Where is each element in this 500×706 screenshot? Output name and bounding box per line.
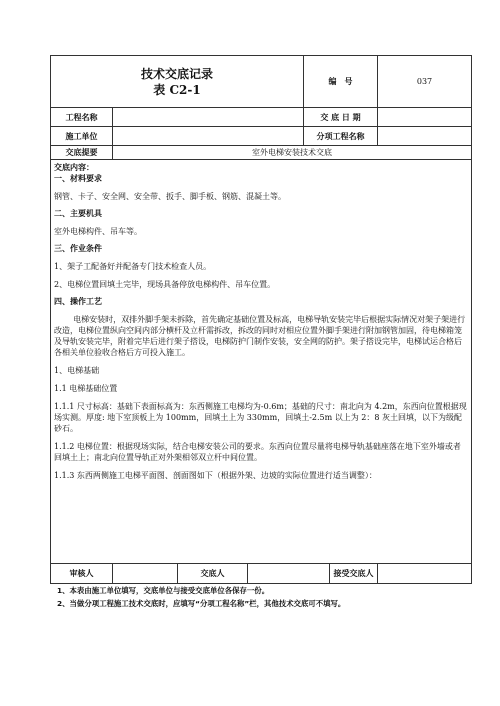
section-materials-title: 一、材料要求 <box>54 173 102 183</box>
discloser-label: 交底人 <box>178 564 248 584</box>
subsection-foundation: 1、电梯基础 <box>54 366 100 375</box>
reviewer-value[interactable] <box>113 564 178 584</box>
construction-unit-value[interactable] <box>113 127 304 146</box>
process-paragraph: 电梯安装时，双排外脚手架未拆除，首先确定基础位置及标高，电梯导轨安装完毕后根据实际情况对架子架进行改造，电梯位置纵向空间内部分横杆及立杆需拆改，拆改的同时对相应位置外脚手架进行附加钢管加固，待电梯箱笼及导轨安装完毕，附着完毕后进行架子搭设，电梯防护门制作安装，安全网的防护。架子搭设完毕，电梯试运合格后各相关单位验收合格后方可投入施工。 <box>54 315 466 357</box>
section-tools-title: 二、主要机具 <box>54 208 102 218</box>
section-tools-text: 室外电梯构件、吊车等。 <box>54 227 142 236</box>
form-code: 表 C2-1 <box>153 82 201 97</box>
construction-unit-label: 施工单位 <box>51 127 113 146</box>
sub-project-value[interactable] <box>378 127 472 146</box>
sub-project-label: 分项工程名称 <box>304 127 378 146</box>
section-materials-text: 钢管、卡子、安全网、安全带、扳手、脚手板、钢筋、混凝土等。 <box>54 192 286 201</box>
discloser-value[interactable] <box>248 564 330 584</box>
project-name-value[interactable] <box>113 108 304 127</box>
disclosure-content <box>51 160 472 564</box>
item-elevator-position: 1.1.2 电梯位置：根据现场实际，结合电梯安装公司的要求。东西向位置尽量将电梯导轨基础座落在地下室外墙或者回填土上；南北向位置导轨正对外架相邻双立杆中间位置。 <box>54 442 461 462</box>
conditions-item-2: 2、电梯位置回填土完毕，现场具备停放电梯构件、吊车位置。 <box>54 280 276 289</box>
title-cell <box>51 56 304 108</box>
project-name-label: 工程名称 <box>51 108 113 127</box>
summary-value[interactable]: 室外电梯安装技术交底 <box>113 146 472 160</box>
content-heading: 交底内容： <box>54 162 94 172</box>
disclosure-form <box>50 55 471 584</box>
subsection-foundation-position: 1.1 电梯基础位置 <box>54 384 118 393</box>
note-2: 2、当做分项工程施工技术交底时，应填写“分项工程名称”栏，其他技术交底可不填写。 <box>57 599 346 608</box>
summary-label: 交底提要 <box>51 146 113 160</box>
section-process-title: 四、操作工艺 <box>54 296 102 306</box>
section-conditions-title: 三、作业条件 <box>54 243 102 253</box>
form-title: 技术交底记录 <box>141 66 214 81</box>
date-label: 交 底 日 期 <box>304 108 378 127</box>
number-value[interactable]: 037 <box>378 56 472 108</box>
note-1: 1、本表由施工单位填写，交底单位与接受交底单位各保存一份。 <box>57 586 270 595</box>
reviewer-label: 审核人 <box>51 564 113 584</box>
form-notes <box>57 584 477 610</box>
conditions-item-1: 1、架子工配备好并配备专门技术检查人员。 <box>54 262 212 271</box>
receiver-value[interactable] <box>378 564 472 584</box>
number-label: 编 号 <box>304 56 378 108</box>
item-size-elevation: 1.1.1 尺寸标高：基础下表面标高为：东西侧施工电梯均为-0.6m；基础的尺寸：南北向为 4.2m，东西向位置根据现场实测。厚度: 地下室顶板上为 100mm，回填土上为 330mm，回填土-2.5m 以上为 2：8 灰土回填，以下为级配砂石。 <box>54 402 467 433</box>
receiver-label: 接受交底人 <box>330 564 378 584</box>
item-plan-section: 1.1.3 东西两侧施工电梯平面图、剖面图如下（根据外架、边坡的实际位置进行适当调整）： <box>54 471 377 480</box>
form-table <box>50 55 472 584</box>
date-value[interactable] <box>378 108 472 127</box>
